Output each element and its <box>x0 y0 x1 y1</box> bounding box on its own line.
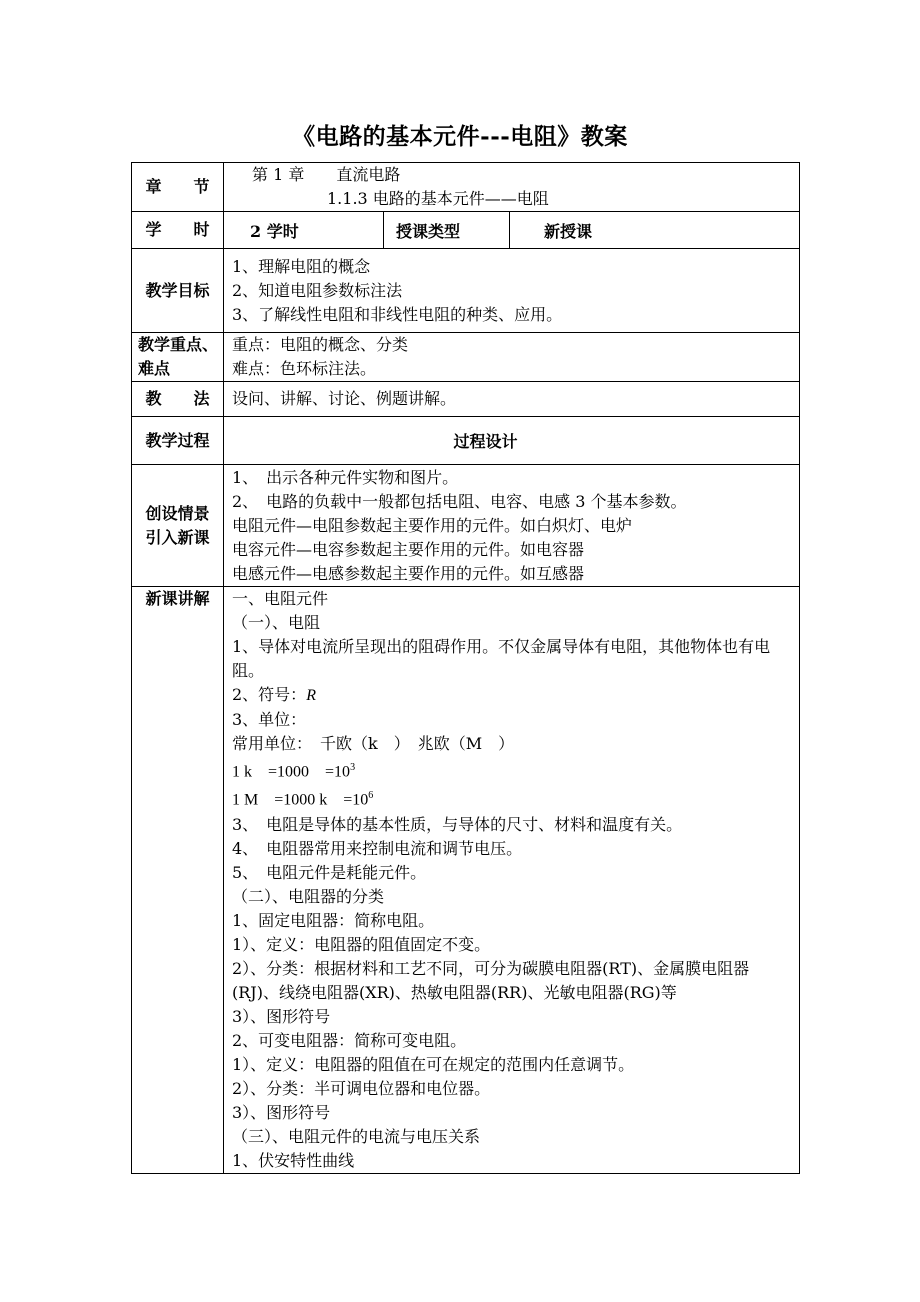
keypoints-cell <box>224 333 800 382</box>
process-design: 过程设计 <box>224 417 800 465</box>
intro-label <box>132 465 224 587</box>
hours-value: 2 学时 <box>224 212 384 249</box>
goal-item: 2、知道电阻参数标注法 <box>232 280 403 300</box>
keypoints-label-line1: 教学重点、 <box>138 335 219 354</box>
lecture-line: 1、固定电阻器：简称电阻。 <box>232 910 435 930</box>
lecture-line <box>232 784 791 812</box>
resistance-symbol: R <box>306 687 316 704</box>
chapter-cell <box>224 163 800 212</box>
row-lecture <box>132 587 800 1174</box>
lecture-line: 1）、定义：电阻器的阻值固定不变。 <box>232 934 491 954</box>
goal-item: 3、了解线性电阻和非线性电阻的种类、应用。 <box>232 304 563 324</box>
lecture-line: 4、 电阻器常用来控制电流和调节电压。 <box>232 838 523 858</box>
row-chapter <box>132 163 800 212</box>
lecture-line: 1、伏安特性曲线 <box>232 1150 355 1170</box>
goal-item: 1、理解电阻的概念 <box>232 256 371 276</box>
lesson-type-value: 新授课 <box>510 212 800 249</box>
lecture-line: （二）、电阻器的分类 <box>232 886 385 906</box>
lesson-type-label: 授课类型 <box>384 212 510 249</box>
keypoints-label <box>132 333 224 382</box>
lecture-line: 2、可变电阻器：简称可变电阻。 <box>232 1030 467 1050</box>
lecture-cell <box>224 587 800 1174</box>
intro-item: 电容元件—电容参数起主要作用的元件。如电容器 <box>232 539 585 559</box>
lecture-line: （一）、电阻 <box>232 613 321 632</box>
lecture-line: 1、导体对电流所呈现出的阻碍作用。不仅金属导体有电阻，其他物体也有电阻。 <box>232 637 771 680</box>
lecture-label: 新课讲解 <box>132 587 224 1174</box>
lecture-line: （三）、电阻元件的电流与电压关系 <box>232 1126 481 1146</box>
intro-item: 1、 出示各种元件实物和图片。 <box>232 467 459 487</box>
chapter-label: 章 节 <box>132 163 224 212</box>
lesson-plan-table <box>131 162 800 1174</box>
row-process <box>132 417 800 465</box>
lecture-line <box>232 683 791 708</box>
document-title: 《电路的基本元件---电阻》教案 <box>292 123 628 150</box>
symbol-prefix: 2、符号： <box>232 685 307 704</box>
lecture-line: 一、电阻元件 <box>232 589 329 608</box>
intro-cell <box>224 465 800 587</box>
method-text: 设问、讲解、讨论、例题讲解。 <box>224 382 800 417</box>
lecture-line: 3）、图形符号 <box>232 1006 331 1026</box>
lecture-line: 1）、定义：电阻器的阻值在可在规定的范围内任意调节。 <box>232 1054 635 1074</box>
lecture-line: 3）、图形符号 <box>232 1102 331 1122</box>
intro-label-line1: 创设情景 <box>145 503 210 523</box>
lecture-line: 常用单位： 千欧（k ） 兆欧（M ） <box>232 734 515 753</box>
lecture-line: 2）、分类：根据材料和工艺不同，可分为碳膜电阻器(RT)、金属膜电阻器(RJ)、线绕电阻器(XR)、热敏电阻器(RR)、光敏电阻器(RG)等 <box>232 958 750 1002</box>
row-goals <box>132 249 800 333</box>
intro-item: 电阻元件—电阻参数起主要作用的元件。如白炽灯、电炉 <box>232 515 633 535</box>
keypoint-item: 难点：色环标注法。 <box>232 359 377 378</box>
process-label: 教学过程 <box>132 417 224 465</box>
hours-label: 学 时 <box>132 212 224 249</box>
keypoints-label-line2: 难点 <box>138 359 171 378</box>
lecture-line: 2）、分类：半可调电位器和电位器。 <box>232 1078 491 1098</box>
row-intro <box>132 465 800 587</box>
intro-label-line2: 引入新课 <box>145 527 210 547</box>
section-line: 1.1.3 电路的基本元件——电阻 <box>327 189 549 208</box>
goals-cell <box>224 249 800 333</box>
method-label: 教 法 <box>132 382 224 417</box>
exponent: 3 <box>350 762 356 773</box>
unit-formula-m: 1 M =1000 k =10 <box>232 791 369 809</box>
lecture-line <box>232 756 791 784</box>
row-keypoints <box>132 333 800 382</box>
goals-label: 教学目标 <box>132 249 224 333</box>
unit-formula-k: 1 k =1000 =10 <box>232 763 351 781</box>
intro-item: 电感元件—电感参数起主要作用的元件。如互感器 <box>232 563 585 583</box>
lecture-line: 3、单位： <box>232 710 307 729</box>
lecture-line: 3、 电阻是导体的基本性质，与导体的尺寸、材料和温度有关。 <box>232 814 683 834</box>
lecture-line: 5、 电阻元件是耗能元件。 <box>232 862 427 882</box>
row-method <box>132 382 800 417</box>
chapter-line: 第 1 章 直流电路 <box>252 165 401 184</box>
intro-item: 2、 电路的负载中一般都包括电阻、电容、电感 3 个基本参数。 <box>232 491 687 511</box>
exponent: 6 <box>368 790 374 802</box>
row-hours <box>132 212 800 249</box>
keypoint-item: 重点：电阻的概念、分类 <box>232 335 409 354</box>
